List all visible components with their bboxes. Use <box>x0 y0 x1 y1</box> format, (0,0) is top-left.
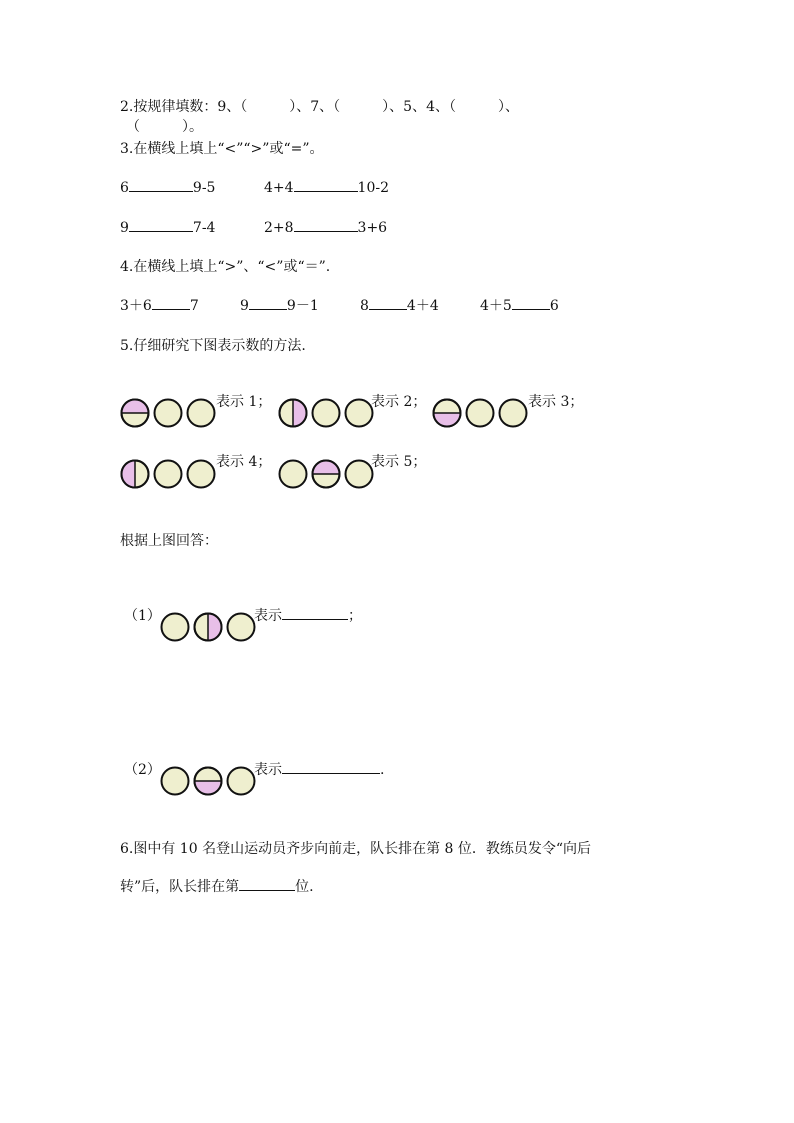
sub2-answer <box>254 761 384 779</box>
q3-item1-left: 6 <box>120 180 129 196</box>
circle-half-vertical-icon <box>195 614 222 641</box>
q6-blank[interactable] <box>239 878 295 891</box>
q6-line2-pre: 转”后，队长排在第 <box>120 879 240 895</box>
q4-item2-right: 9－1 <box>286 298 319 314</box>
q4-item4-blank[interactable] <box>512 297 550 310</box>
q3-item2-left: 4+4 <box>264 180 294 196</box>
example-5-label: 表示 5； <box>371 454 427 470</box>
circle-icon <box>228 614 255 641</box>
circle-half-horizontal-icon <box>313 461 340 488</box>
example-1-circles <box>120 398 216 428</box>
q2-line2: （ ）。 <box>126 119 203 135</box>
q3-row1 <box>120 179 215 197</box>
q5-title: 5.仔细研究下图表示数的方法. <box>120 338 306 354</box>
q3-row2 <box>120 219 215 237</box>
q4-item3-right: 4＋4 <box>406 298 439 314</box>
circle-icon <box>188 461 215 488</box>
q3-item4-left: 2+8 <box>264 220 294 236</box>
example-1-label: 表示 1； <box>216 394 272 410</box>
circle-icon <box>155 461 182 488</box>
q4-item4-right: 6 <box>549 298 559 314</box>
circle-icon <box>346 400 373 427</box>
q4-item3 <box>360 297 439 315</box>
q3-item3-left: 9 <box>120 220 129 236</box>
circle-icon <box>467 400 494 427</box>
q4-item1-blank[interactable] <box>152 297 190 310</box>
circle-icon <box>500 400 527 427</box>
q3-item2-right: 10-2 <box>357 180 389 196</box>
example-5-circles <box>278 459 374 489</box>
circle-half-vertical-icon <box>280 400 307 427</box>
q3-item3-blank[interactable] <box>129 219 193 232</box>
q3-row2b <box>264 219 387 237</box>
q4-item1 <box>120 297 199 315</box>
q3-item1-blank[interactable] <box>129 179 193 192</box>
circle-half-horizontal-icon <box>122 400 149 427</box>
q4-item2-blank[interactable] <box>249 297 287 310</box>
q3-item2-blank[interactable] <box>294 179 358 192</box>
q3-item4-blank[interactable] <box>294 219 358 232</box>
sub1-text: 表示 <box>254 608 282 624</box>
q3-item4-right: 3+6 <box>357 220 388 236</box>
q4-item2 <box>240 297 319 315</box>
q4-item4 <box>480 297 559 315</box>
example-2-label: 表示 2； <box>371 394 427 410</box>
circle-icon <box>162 614 189 641</box>
circle-half-horizontal-icon <box>434 400 461 427</box>
answer-prompt: 根据上图回答： <box>120 533 218 549</box>
sub1-circles <box>160 612 256 642</box>
example-3-label: 表示 3； <box>528 394 584 410</box>
sub2-number: （2） <box>124 762 161 778</box>
q3-title: 3.在横线上填上“<”“>”或“=”。 <box>120 141 324 157</box>
circle-icon <box>313 400 340 427</box>
q6-line1: 6.图中有 10 名登山运动员齐步向前走，队长排在第 8 位．教练员发令“向后 <box>120 841 592 857</box>
q3-row1b <box>264 179 389 197</box>
q4-item3-left: 8 <box>360 298 369 314</box>
q2-line1: 2.按规律填数：9、（ ）、7、（ ）、5、4、（ ）、 <box>120 99 519 115</box>
circle-icon <box>155 400 182 427</box>
circle-icon <box>188 400 215 427</box>
sub1-blank[interactable] <box>282 607 348 620</box>
sub1-end: ； <box>348 608 362 624</box>
q4-item1-left: 3＋6 <box>120 298 152 314</box>
circle-icon <box>280 461 307 488</box>
q3-item3-right: 7-4 <box>192 220 216 236</box>
circle-icon <box>346 461 373 488</box>
example-4-circles <box>120 459 216 489</box>
q3-item1-right: 9-5 <box>192 180 216 196</box>
sub1-number: （1） <box>124 608 161 624</box>
sub2-circles <box>160 766 256 796</box>
circle-half-vertical-icon <box>122 461 149 488</box>
q6-line2-post: 位. <box>295 879 314 895</box>
example-4-label: 表示 4； <box>216 454 272 470</box>
q4-item1-right: 7 <box>189 298 199 314</box>
q4-item3-blank[interactable] <box>369 297 407 310</box>
sub2-end: . <box>380 762 385 778</box>
circle-icon <box>162 768 189 795</box>
example-3-circles <box>432 398 528 428</box>
q4-title: 4.在横线上填上“>”、“<”或“＝”. <box>120 259 331 275</box>
circle-half-horizontal-icon <box>195 768 222 795</box>
sub2-text: 表示 <box>254 762 282 778</box>
sub2-blank[interactable] <box>282 761 380 774</box>
q4-item4-left: 4＋5 <box>480 298 512 314</box>
example-2-circles <box>278 398 374 428</box>
q6-line2 <box>120 878 314 896</box>
sub1-answer <box>254 607 362 625</box>
circle-icon <box>228 768 255 795</box>
q4-item2-left: 9 <box>240 298 249 314</box>
